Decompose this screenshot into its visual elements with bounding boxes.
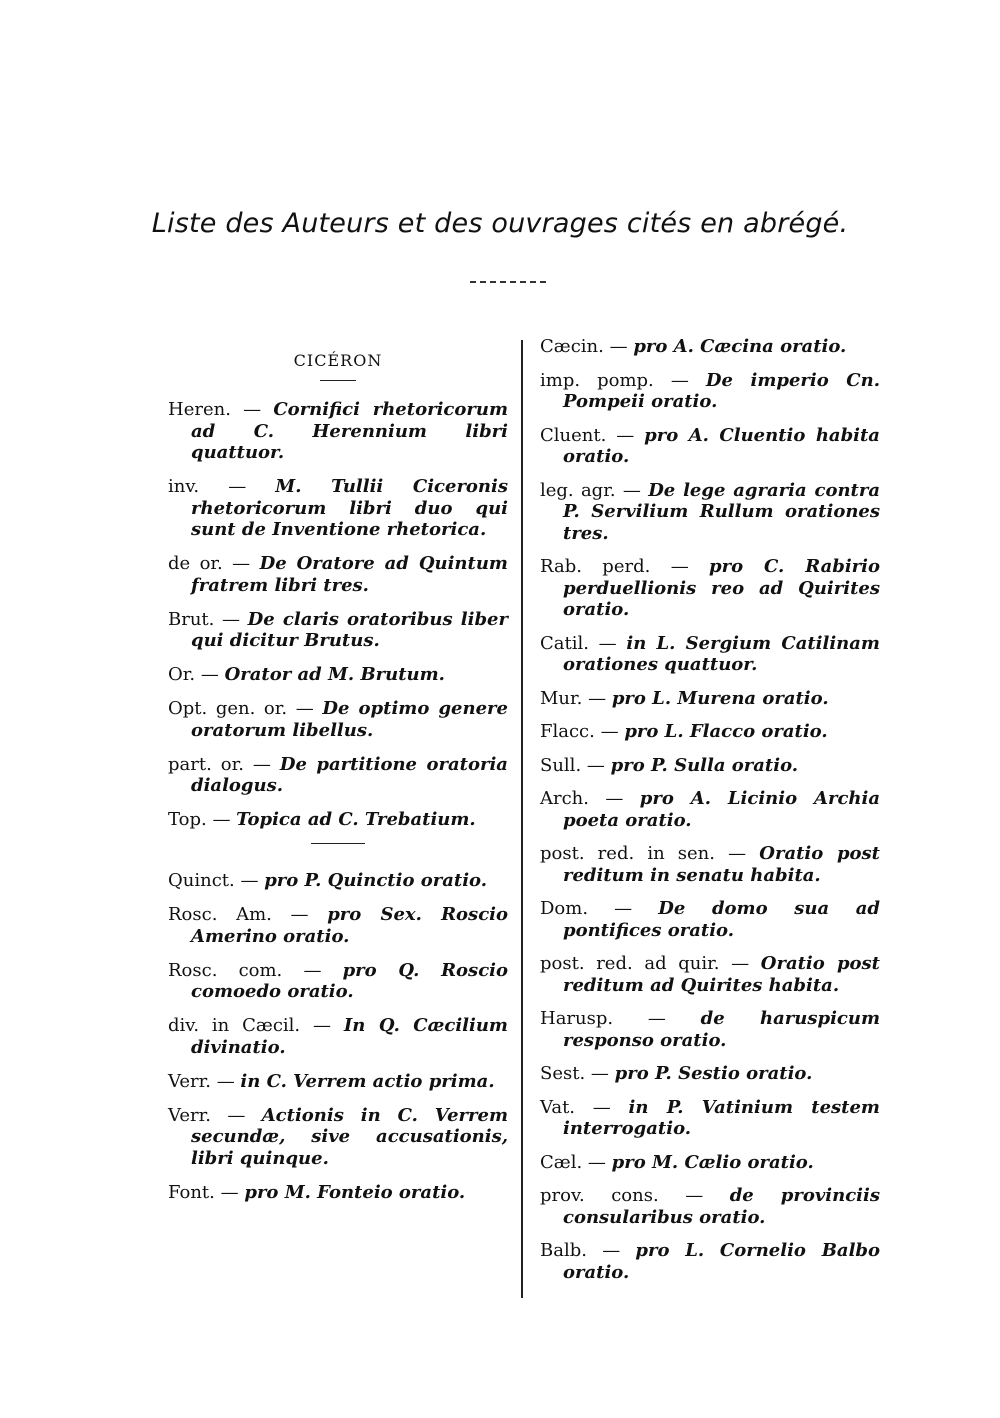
entry-dash: —: [616, 424, 635, 446]
section-divider-rule: [311, 843, 365, 844]
abbreviation-entry: [540, 1240, 880, 1283]
entry-dash: —: [685, 1185, 704, 1206]
entry-abbreviation: Rosc. com.: [168, 959, 283, 981]
abbreviation-entry: [540, 336, 880, 358]
entry-description: pro L. Flacco oratio.: [624, 721, 828, 742]
entry-description: pro C. Rabirio perduellionis reo ad Quirites oratio.: [563, 556, 880, 620]
entry-description: de provinciis consularibus oratio.: [563, 1185, 880, 1228]
entry-dash: —: [586, 754, 605, 776]
entry-abbreviation: prov. cons.: [540, 1185, 659, 1206]
abbreviation-entry: [540, 1063, 880, 1085]
entry-abbreviation: leg. agr.: [540, 479, 616, 501]
abbreviation-entry: [168, 399, 508, 464]
entry-description: De Oratore ad Quintum fratrem libri tres.: [191, 553, 508, 596]
entry-description: pro L. Cornelio Balbo oratio.: [563, 1240, 880, 1283]
entry-dash: —: [605, 788, 624, 809]
entry-abbreviation: Rab. perd.: [540, 556, 651, 577]
entry-dash: —: [220, 1181, 239, 1203]
abbreviation-entry: [168, 476, 508, 541]
entry-abbreviation: Heren.: [168, 399, 231, 420]
entry-abbreviation: Vat.: [540, 1096, 576, 1118]
entry-dash: —: [670, 369, 689, 391]
right-column: [540, 336, 880, 1295]
entry-description: pro A. Cæcina oratio.: [633, 336, 847, 357]
entry-description: Cornifici rhetoricorum ad C. Herennium libri quattuor.: [191, 399, 508, 463]
entry-description: De lege agraria contra P. Servilium Rullum orationes tres.: [563, 479, 880, 544]
entry-list-right: [540, 336, 880, 1283]
entry-dash: —: [212, 809, 231, 830]
entry-description: pro Sex. Roscio Amerino oratio.: [191, 904, 508, 947]
entry-dash: —: [216, 1070, 235, 1092]
entry-abbreviation: Opt. gen. or.: [168, 698, 288, 719]
abbreviation-entry: [168, 1071, 508, 1093]
abbreviation-entry: [540, 688, 880, 710]
entry-description: pro A. Licinio Archia poeta oratio.: [563, 788, 880, 831]
abbreviation-entry: [168, 809, 508, 831]
entry-abbreviation: Dom.: [540, 898, 589, 919]
entry-abbreviation: imp. pomp.: [540, 369, 654, 391]
page-title: Liste des Auteurs et des ouvrages cités en abrégé.: [151, 208, 849, 239]
abbreviation-entry: [540, 1185, 880, 1228]
entry-abbreviation: Or.: [168, 664, 196, 685]
entry-dash: —: [243, 399, 262, 420]
entry-dash: —: [252, 753, 271, 775]
abbreviation-entry: [168, 609, 508, 652]
entry-description: M. Tullii Ciceronis rhetoricorum libri duo qui sunt de Inventione rhetorica.: [191, 476, 508, 540]
abbreviation-entry: [168, 553, 508, 596]
abbreviation-entry: [540, 480, 880, 545]
entry-abbreviation: Font.: [168, 1181, 215, 1203]
entry-abbreviation: Catil.: [540, 632, 589, 654]
abbreviation-entry: [540, 1097, 880, 1140]
entry-description: De partitione oratoria dialogus.: [191, 753, 508, 796]
entry-description: pro Q. Roscio comoedo oratio.: [191, 959, 508, 1002]
entry-dash: —: [228, 476, 247, 497]
entry-abbreviation: Cæcin.: [540, 336, 604, 357]
entry-description: in L. Sergium Catilinam orationes quattuor.: [563, 632, 880, 675]
entry-abbreviation: post. red. in sen.: [540, 843, 715, 864]
entry-dash: —: [295, 698, 314, 719]
entry-abbreviation: Mur.: [540, 687, 583, 709]
entry-abbreviation: Cluent.: [540, 424, 607, 446]
entry-abbreviation: de or.: [168, 553, 223, 574]
entry-description: De imperio Cn. Pompeii oratio.: [563, 369, 880, 412]
entry-dash: —: [609, 336, 628, 357]
entry-description: pro M. Fonteio oratio.: [244, 1181, 466, 1203]
abbreviation-entry: [540, 953, 880, 996]
abbreviation-entry: [540, 556, 880, 621]
entry-description: Oratio post reditum in senatu habita.: [563, 843, 880, 886]
entry-abbreviation: Sull.: [540, 754, 582, 776]
entry-abbreviation: Cæl.: [540, 1151, 583, 1173]
entry-dash: —: [614, 898, 633, 919]
entry-description: Oratio post reditum ad Quirites habita.: [563, 953, 880, 996]
abbreviation-entry: [168, 1182, 508, 1204]
entry-dash: —: [303, 959, 322, 981]
entry-dash: —: [313, 1015, 332, 1036]
entry-dash: —: [290, 904, 309, 925]
abbreviation-entry: [540, 721, 880, 743]
entry-abbreviation: Brut.: [168, 608, 215, 630]
entry-abbreviation: Verr.: [168, 1070, 211, 1092]
abbreviation-entry: [168, 960, 508, 1003]
entry-abbreviation: Quinct.: [168, 870, 235, 891]
title-ornament-rule: [470, 281, 546, 283]
section-rule: [320, 380, 356, 381]
entry-description: De claris oratoribus liber qui dicitur Brutus.: [191, 608, 508, 651]
entry-abbreviation: div. in Cæcil.: [168, 1015, 301, 1036]
entry-abbreviation: Flacc.: [540, 721, 595, 742]
entry-abbreviation: Top.: [168, 809, 207, 830]
entry-dash: —: [600, 721, 619, 742]
abbreviation-entry: [168, 1015, 508, 1058]
abbreviation-entry: [168, 698, 508, 741]
entry-description: De domo sua ad pontifices oratio.: [563, 898, 880, 941]
abbreviation-entry: [540, 425, 880, 468]
entry-dash: —: [222, 608, 241, 630]
entry-abbreviation: Verr.: [168, 1104, 211, 1126]
entry-dash: —: [240, 870, 259, 891]
entry-dash: —: [227, 1104, 246, 1126]
abbreviation-entry: [168, 870, 508, 892]
entry-list-b: [168, 870, 508, 1203]
entry-description: Orator ad M. Brutum.: [224, 664, 445, 685]
entry-list-a: [168, 399, 508, 831]
entry-dash: —: [588, 687, 607, 709]
abbreviation-entry: [168, 1105, 508, 1170]
section-heading: CICÉRON: [293, 351, 383, 370]
entry-description: de haruspicum responso oratio.: [563, 1008, 880, 1051]
entry-description: Topica ad C. Trebatium.: [236, 809, 476, 830]
entry-dash: —: [592, 1096, 611, 1118]
entry-description: De optimo genere oratorum libellus.: [191, 698, 508, 741]
entry-description: pro A. Cluentio habita oratio.: [563, 424, 880, 467]
entry-dash: —: [670, 556, 689, 577]
abbreviation-entry: [540, 1008, 880, 1051]
entry-dash: —: [728, 843, 747, 864]
abbreviation-entry: [540, 898, 880, 941]
entry-abbreviation: Balb.: [540, 1240, 587, 1261]
abbreviation-entry: [168, 754, 508, 797]
entry-dash: —: [590, 1063, 609, 1084]
entry-description: pro P. Sulla oratio.: [610, 754, 799, 776]
entry-abbreviation: inv.: [168, 476, 200, 497]
entry-dash: —: [587, 1151, 606, 1173]
entry-dash: —: [731, 953, 750, 974]
abbreviation-entry: [168, 904, 508, 947]
abbreviation-entry: [540, 1152, 880, 1174]
entry-abbreviation: Harusp.: [540, 1008, 614, 1029]
entry-description: pro M. Cælio oratio.: [611, 1151, 814, 1173]
entry-dash: —: [647, 1008, 666, 1029]
abbreviation-entry: [540, 755, 880, 777]
entry-description: in C. Verrem actio prima.: [240, 1070, 495, 1092]
entry-description: in P. Vatinium testem interrogatio.: [563, 1096, 880, 1139]
entry-abbreviation: Rosc. Am.: [168, 904, 272, 925]
entry-description: In Q. Cæcilium divinatio.: [191, 1015, 508, 1058]
entry-dash: —: [622, 479, 641, 501]
entry-abbreviation: Arch.: [540, 788, 589, 809]
entry-abbreviation: Sest.: [540, 1063, 586, 1084]
entry-dash: —: [602, 1240, 621, 1261]
abbreviation-entry: [540, 788, 880, 831]
abbreviation-entry: [540, 843, 880, 886]
entry-dash: —: [232, 553, 251, 574]
column-divider: [521, 340, 523, 1298]
entry-description: pro P. Sestio oratio.: [614, 1063, 813, 1084]
entry-description: pro P. Quinctio oratio.: [264, 870, 487, 891]
entry-abbreviation: post. red. ad quir.: [540, 953, 720, 974]
entry-description: pro L. Murena oratio.: [611, 687, 829, 709]
entry-dash: —: [598, 632, 617, 654]
left-column: [168, 350, 508, 1216]
abbreviation-entry: [168, 664, 508, 686]
entry-abbreviation: part. or.: [168, 753, 244, 775]
abbreviation-entry: [540, 633, 880, 676]
entry-description: Actionis in C. Verrem secundæ, sive accusationis, libri quinque.: [191, 1104, 508, 1169]
abbreviation-entry: [540, 370, 880, 413]
entry-dash: —: [200, 664, 219, 685]
